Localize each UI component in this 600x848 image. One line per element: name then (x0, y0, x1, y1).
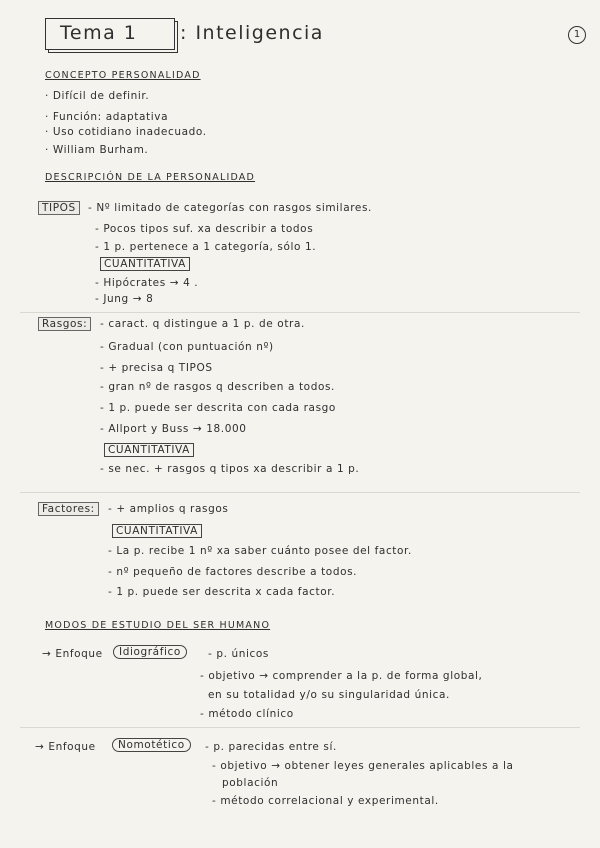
rasgos-cuantitativa: CUANTITATIVA (104, 444, 194, 456)
divider (20, 727, 580, 728)
tipos-item: - Jung → 8 (95, 293, 154, 305)
divider (20, 492, 580, 493)
idiografico-item: - objetivo → comprender a la p. de forma global, (200, 670, 483, 682)
tipos-item: - Nº limitado de categorías con rasgos similares. (88, 202, 372, 214)
idiografico-item: - método clínico (200, 708, 294, 720)
nomotetico-label: Nomotético (112, 739, 191, 751)
concepto-item: · Difícil de definir. (45, 90, 150, 102)
concepto-item: · Función: adaptativa (45, 111, 169, 123)
factores-cuantitativa: CUANTITATIVA (112, 525, 202, 537)
rasgos-item: - 1 p. puede ser descrita con cada rasgo (100, 402, 336, 414)
idiografico-label: Idiográfico (113, 646, 187, 658)
idiografico-prefix: → Enfoque (42, 648, 103, 660)
rasgos-item: - Gradual (con puntuación nº) (100, 341, 274, 353)
tipos-item: - Pocos tipos suf. xa describir a todos (95, 223, 314, 235)
factores-item: - nº pequeño de factores describe a todos. (108, 566, 358, 578)
factores-item: - + amplios q rasgos (108, 503, 229, 515)
modos-heading: MODOS DE ESTUDIO DEL SER HUMANO (45, 620, 271, 631)
concepto-heading: CONCEPTO PERSONALIDAD (45, 70, 201, 81)
factores-item: - 1 p. puede ser descrita x cada factor. (108, 586, 336, 598)
concepto-item: · Uso cotidiano inadecuado. (45, 126, 207, 138)
divider (20, 312, 580, 313)
rasgos-item: - se nec. + rasgos q tipos xa describir a 1 p. (100, 463, 360, 475)
nomotetico-item: - método correlacional y experimental. (212, 795, 439, 807)
nomotetico-prefix: → Enfoque (35, 741, 96, 753)
nomotetico-tag: - p. parecidas entre sí. (205, 741, 337, 753)
factores-label: Factores: (38, 503, 99, 515)
descripcion-heading: DESCRIPCIÓN DE LA PERSONALIDAD (45, 172, 256, 183)
tipos-item: - Hipócrates → 4 . (95, 277, 199, 289)
tipos-item: - 1 p. pertenece a 1 categoría, sólo 1. (95, 241, 317, 253)
rasgos-label: Rasgos: (38, 318, 91, 330)
idiografico-item: en su totalidad y/o su singularidad única. (208, 689, 450, 701)
nomotetico-item: población (222, 777, 279, 789)
rasgos-item: - Allport y Buss → 18.000 (100, 423, 247, 435)
title-subject: : Inteligencia (180, 22, 324, 44)
rasgos-item: - + precisa q TIPOS (100, 362, 213, 374)
tipos-label: TIPOS (38, 202, 80, 214)
idiografico-tag: - p. únicos (208, 648, 269, 660)
nomotetico-item: - objetivo → obtener leyes generales aplicables a la (212, 760, 514, 772)
title-tema: Tema 1 (60, 22, 138, 44)
rasgos-item: - gran nº de rasgos q describen a todos. (100, 381, 335, 393)
concepto-item: · William Burham. (45, 144, 149, 156)
rasgos-item: - caract. q distingue a 1 p. de otra. (100, 318, 305, 330)
tipos-cuantitativa: CUANTITATIVA (100, 258, 190, 270)
page-number: 1 (568, 26, 586, 44)
factores-item: - La p. recibe 1 nº xa saber cuánto posee del factor. (108, 545, 412, 557)
